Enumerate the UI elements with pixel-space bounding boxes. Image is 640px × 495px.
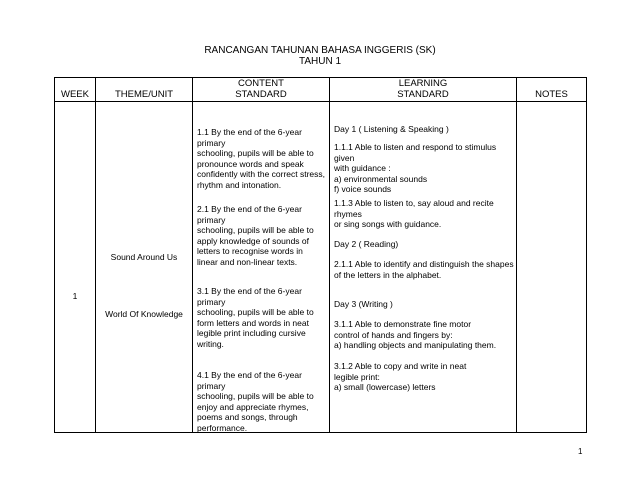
header-content-standard — [193, 78, 330, 102]
theme-sound-around-us: Sound Around Us — [110, 252, 178, 262]
learning-standard-2-1-1: 2.1.1 Able to identify and distinguish the shapes of the letters in the alphabet. — [334, 259, 514, 280]
header-learning-line2: STANDARD — [397, 88, 449, 100]
learning-standard-3-1-2: 3.1.2 Able to copy and write in neat legible print: a) small (lowercase) letters — [334, 361, 467, 392]
learning-standard-3-1-1: 3.1.1 Able to demonstrate fine motor control of hands and fingers by: a) handling objects and manipulating them. — [334, 319, 497, 350]
header-notes: NOTES — [517, 78, 587, 102]
learning-standard-cell — [330, 102, 517, 433]
learning-standard-1-1-3: 1.1.3 Able to listen to, say aloud and recite rhymes or sing songs with guidance. — [334, 198, 494, 229]
day3-heading: Day 3 (Writing ) — [334, 299, 393, 309]
document-title: RANCANGAN TAHUNAN BAHASA INGGERIS (SK) — [204, 45, 436, 56]
learning-standard-1-1-1: 1.1.1 Able to listen and respond to stimulus given with guidance : a) environmental sounds f) voice sounds — [334, 142, 497, 194]
yearly-plan-table — [54, 77, 587, 433]
notes-cell — [517, 102, 587, 433]
table-row — [55, 102, 587, 433]
header-learning-line1: LEARNING — [398, 78, 448, 89]
header-content-line1: CONTENT — [238, 78, 284, 89]
header-learning-standard — [330, 78, 517, 102]
content-standard-3-1: 3.1 By the end of the 6-year primary schooling, pupils will be able to form letters and words in neat legible print including cursive writing. — [197, 286, 314, 349]
content-standard-2-1: 2.1 By the end of the 6-year primary schooling, pupils will be able to apply knowledge of sounds of letters to recognise words in linear and non-linear texts. — [197, 204, 314, 267]
content-standard-1-1: 1.1 By the end of the 6-year primary schooling, pupils will be able to pronounce words and speak confidently with the correct stress, rhythm and intonation. — [197, 127, 326, 190]
content-standard-cell — [193, 102, 330, 433]
day2-heading: Day 2 ( Reading) — [334, 239, 399, 249]
day1-heading: Day 1 ( Listening & Speaking ) — [334, 124, 449, 134]
theme-cell — [96, 102, 193, 433]
notes-content — [517, 102, 586, 432]
week-number: 1 — [72, 291, 78, 301]
document-subtitle: TAHUN 1 — [298, 56, 342, 67]
content-standard-4-1: 4.1 By the end of the 6-year primary schooling, pupils will be able to enjoy and appreciate rhymes, poems and songs, through performance. — [197, 370, 314, 433]
theme-world-of-knowledge: World Of Knowledge — [105, 309, 183, 319]
header-theme: THEME/UNIT — [96, 78, 193, 102]
header-content-line2: STANDARD — [235, 88, 287, 100]
page-number: 1 — [578, 447, 583, 456]
week-cell — [55, 102, 96, 433]
header-week: WEEK — [55, 78, 96, 102]
table-header-row — [55, 78, 587, 102]
